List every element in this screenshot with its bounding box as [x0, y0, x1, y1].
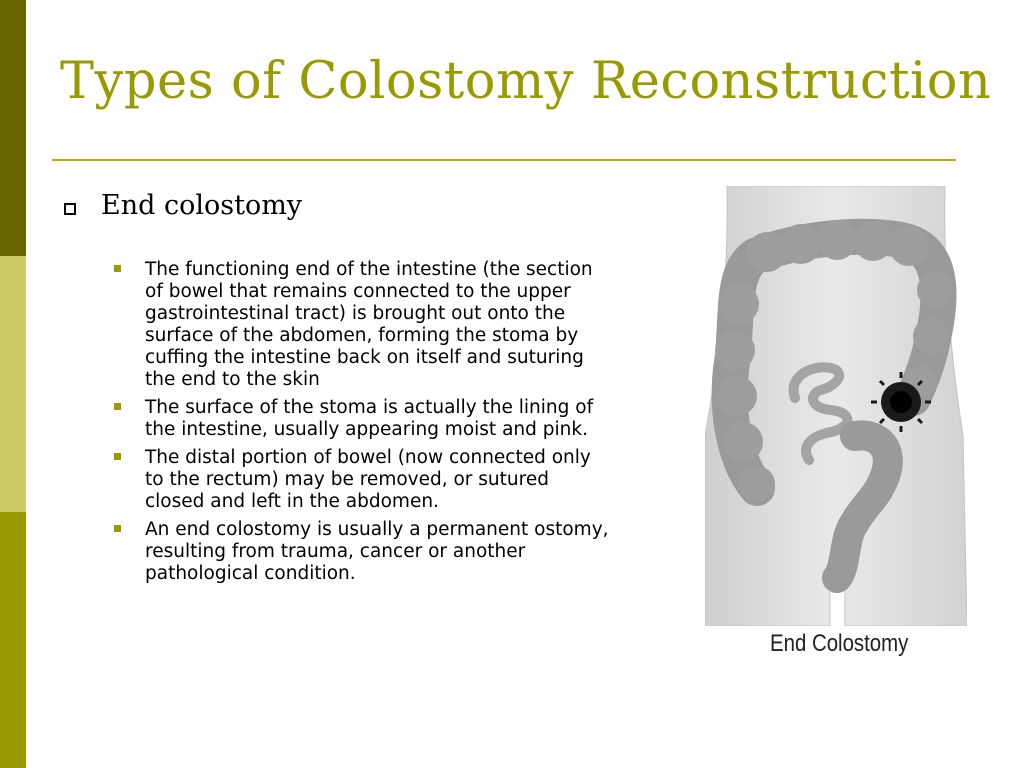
- figure-caption: End Colostomy: [770, 630, 909, 657]
- square-bullet-icon: [114, 265, 121, 272]
- bullet-text: An end colostomy is usually a permanent ostomy, resulting from trauma, cancer or another pathological condition.: [145, 519, 609, 584]
- bullet-text: The functioning end of the intestine (the section of bowel that remains connected to the upper gastrointestinal tract) is brought out onto the surface of the abdomen, forming the stoma by cuffing the intestine back on itself and suturing the end to the skin: [145, 259, 593, 390]
- list-item: [114, 397, 614, 441]
- bullet-text: The distal portion of bowel (now connected only to the rectum) may be removed, or sutured closed and left in the abdomen.: [145, 447, 591, 512]
- level1-bullet-text: End colostomy: [101, 190, 303, 221]
- list-item: [114, 447, 614, 513]
- list-item: [114, 519, 614, 585]
- hollow-square-bullet-icon: [64, 203, 76, 215]
- square-bullet-icon: [114, 403, 121, 410]
- title-divider: [52, 159, 956, 161]
- bullet-text: The surface of the stoma is actually the lining of the intestine, usually appearing moist and pink.: [145, 397, 594, 440]
- square-bullet-icon: [114, 453, 121, 460]
- colon-diagram-icon: [705, 186, 967, 626]
- list-item: [114, 259, 614, 391]
- bullet-list: [114, 259, 614, 591]
- sidebar-band-middle: [0, 256, 26, 512]
- square-bullet-icon: [114, 525, 121, 532]
- page-title: Types of Colostomy Reconstruction: [60, 52, 992, 111]
- sidebar-band-top: [0, 0, 26, 256]
- sidebar-band-bottom: [0, 512, 26, 768]
